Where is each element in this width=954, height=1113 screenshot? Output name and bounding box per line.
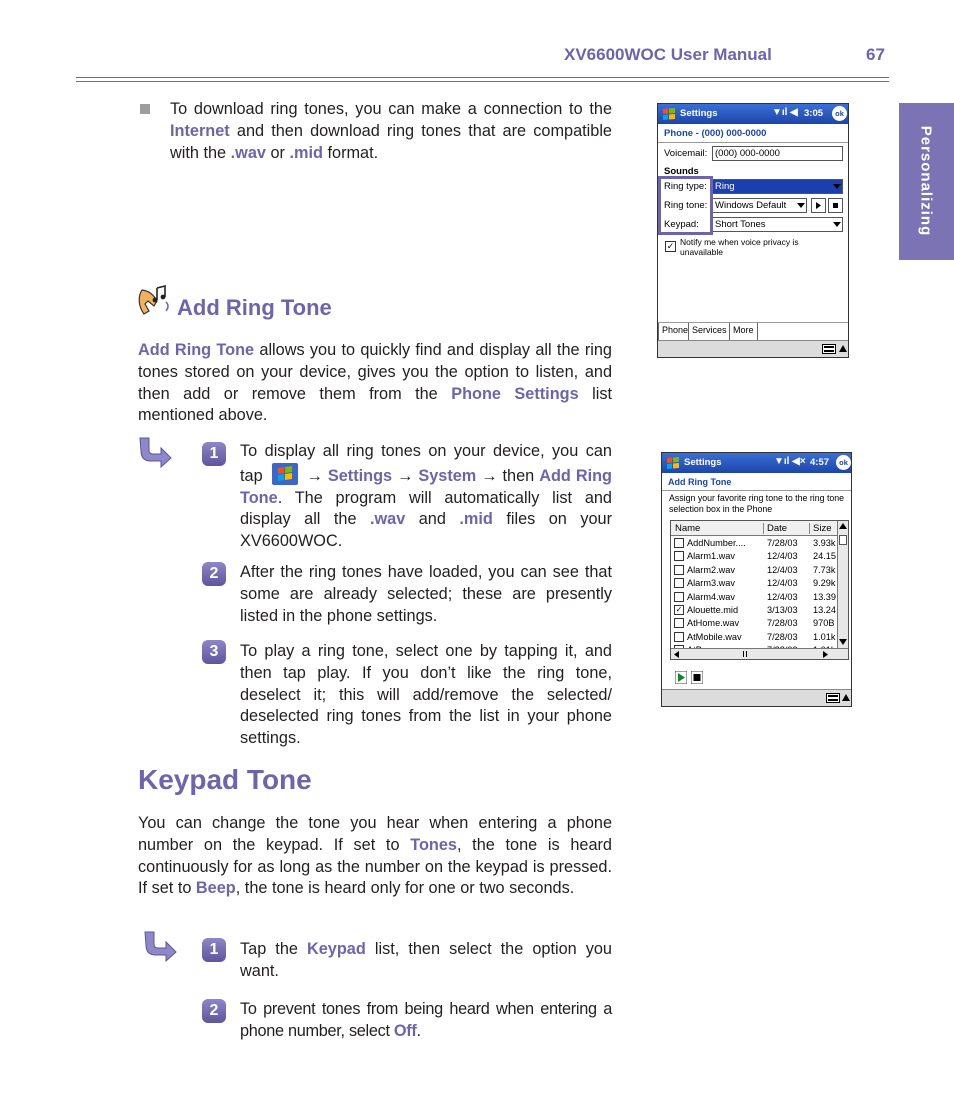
dropdown-arrow-icon [833, 184, 841, 189]
row-checkbox[interactable] [674, 578, 684, 588]
add-ring-tone-screenshot [661, 452, 852, 707]
title-bar [658, 104, 848, 124]
phone-settings-term: Phone Settings [451, 384, 579, 403]
ok-button[interactable]: ok [832, 106, 847, 121]
ring-type-value: Ring [715, 181, 735, 192]
header-rule-top [76, 77, 889, 78]
step-1-text [240, 441, 612, 553]
window-title: Settings [680, 108, 718, 119]
step-3-text: To play a ring tone, select one by tapping it, and then tap play. If you don’t like the ring tone, deselect it; this will add/remove the selected/ deselected ring tones from the list in your phone settings. [240, 642, 612, 748]
arrow-glyph: → [306, 466, 323, 485]
stop-button[interactable] [828, 198, 843, 213]
row-checkbox[interactable]: ✓ [675, 604, 683, 614]
ring-tone-select[interactable] [712, 198, 807, 213]
body-text: allows you to quickly find and display all the ring tones stored on your device, gives you the option to listen, and then add or remove them from the [138, 341, 612, 403]
body-text: . The program will automatically list and display all the [240, 488, 612, 529]
row-name: Alouette.mid [687, 604, 739, 615]
mid-term: .mid [459, 510, 493, 529]
highlight-box [658, 176, 713, 235]
notify-checkbox[interactable]: ✓ [666, 241, 675, 251]
step-number-badge: 1 [202, 442, 226, 466]
beep-term: Beep [195, 879, 236, 898]
row-date: 12/4/03 [767, 551, 798, 562]
mid-term: .mid [289, 143, 323, 162]
keyboard-icon[interactable] [826, 693, 840, 703]
keypad-step-2-text [240, 999, 612, 1043]
scroll-down-icon[interactable] [839, 639, 847, 645]
system-term: System [418, 466, 477, 485]
list-item[interactable] [671, 577, 837, 590]
intro-paragraph [170, 99, 612, 164]
row-size: 1.01k [813, 631, 836, 642]
section-tab-label: Personalizing [917, 125, 935, 237]
keypad-step-1-text [240, 939, 612, 983]
clock: 4:57 [810, 457, 830, 468]
notify-label: Notify me when voice privacy is unavailable [680, 237, 799, 257]
keypad-tone-title: Keypad Tone [138, 764, 312, 795]
tab-phone[interactable]: Phone [658, 323, 692, 341]
body-text: You can change the tone you hear when entering a phone number on the keypad. If set to [138, 814, 612, 854]
start-menu-icon [272, 463, 298, 485]
step-2-text: After the ring tones have loaded, you can see that some are already selected; these are presently listed in the phone settings. [240, 563, 612, 625]
page-description: Assign your favorite ring tone to the ring tone selection box in the Phone [669, 493, 845, 514]
phone-settings-screenshot [657, 103, 849, 358]
page-number: 67 [866, 45, 885, 64]
row-checkbox[interactable] [674, 565, 684, 575]
list-item[interactable] [671, 537, 837, 550]
procedure-arrow-icon [142, 930, 178, 962]
keypad-value: Short Tones [715, 219, 766, 230]
row-name: Alarm1.wav [687, 551, 735, 562]
keypad-label: Keypad: [664, 219, 699, 230]
add-ring-tone-term: Add Ring Tone [240, 466, 612, 507]
page-heading: Add Ring Tone [668, 477, 732, 487]
intro-text: To download ring tones, you can make a connection to the [170, 100, 612, 118]
stop-icon [829, 199, 842, 212]
row-checkbox[interactable] [674, 538, 684, 548]
window-title: Settings [684, 457, 722, 468]
step-number-badge: 2 [202, 999, 226, 1023]
keypad-tone-paragraph [138, 813, 612, 900]
intro-text: or [265, 143, 290, 162]
procedure-arrow-icon [137, 436, 173, 468]
scroll-up-icon[interactable] [839, 523, 847, 529]
ring-tone-label: Ring tone: [664, 200, 708, 211]
row-size: 24.15 [813, 551, 836, 562]
row-date: 12/4/03 [767, 591, 798, 602]
keypad-select[interactable] [712, 217, 843, 232]
add-ring-tone-title: Add Ring Tone [177, 295, 332, 320]
stop-icon[interactable] [691, 671, 703, 684]
row-size: 7.73k [813, 564, 836, 575]
body-text: files on your XV6600WOC. [240, 510, 612, 551]
chevron-up-icon[interactable] [842, 694, 850, 701]
body-text: , the tone is heard continuously for as long as the number on the keypad is pressed. If set to [138, 835, 612, 898]
row-date: 12/4/03 [767, 564, 798, 575]
row-size: 970B [813, 618, 835, 629]
body-text: then [497, 466, 540, 485]
dropdown-arrow-icon [797, 203, 805, 208]
row-date: 7/28/03 [767, 618, 798, 629]
column-header-name[interactable]: Name [675, 523, 701, 534]
step-number-badge: 3 [202, 640, 226, 664]
tab-more[interactable]: More [729, 323, 758, 341]
start-menu-icon[interactable] [666, 456, 680, 470]
row-checkbox[interactable] [674, 551, 684, 561]
divider [662, 490, 851, 491]
row-name: AtMobile.wav [687, 631, 742, 642]
settings-term: Settings [327, 466, 393, 485]
dropdown-arrow-icon [833, 222, 841, 227]
row-checkbox[interactable] [674, 592, 684, 602]
scroll-right-icon[interactable] [823, 651, 828, 658]
body-text: To prevent tones from being heard when entering a phone number, select [240, 1000, 612, 1040]
ok-button[interactable]: ok [836, 455, 851, 470]
signal-icon: ▼ıl [774, 456, 790, 467]
column-header-date[interactable]: Date [763, 523, 787, 534]
bullet-icon [140, 104, 150, 114]
section-tab [899, 103, 954, 260]
menu-bar [658, 340, 848, 357]
wav-term: .wav [369, 510, 406, 529]
body-text: Tap the [240, 940, 307, 958]
ring-type-select[interactable] [712, 179, 843, 194]
ring-tone-value: Windows Default [715, 200, 787, 211]
row-name: Alarm3.wav [687, 578, 735, 589]
row-name: AtHome.wav [687, 618, 740, 629]
wav-term: .wav [230, 143, 266, 162]
title-bar [662, 453, 851, 473]
ring-tone-icon [136, 284, 174, 320]
speaker-muted-icon: ◀× [792, 456, 806, 467]
sounds-heading: Sounds [664, 166, 699, 177]
start-menu-icon[interactable] [662, 107, 676, 121]
manual-title: XV6600WOC User Manual [564, 45, 772, 64]
phone-line-label: Phone - (000) 000-0000 [664, 128, 767, 139]
keyboard-icon[interactable] [822, 344, 836, 354]
body-text: and [405, 510, 460, 529]
row-date: 7/28/03 [767, 538, 798, 548]
play-button[interactable] [811, 198, 826, 213]
list-header [671, 521, 837, 536]
list-item[interactable] [671, 617, 837, 630]
row-name: AddNumber.... [687, 538, 746, 548]
off-term: Off [393, 1021, 417, 1040]
body-text: , the tone is heard only for one or two seconds. [235, 879, 575, 898]
chevron-up-icon[interactable] [839, 345, 847, 352]
add-ring-tone-paragraph [138, 340, 612, 427]
speaker-icon: ◀ [790, 107, 798, 118]
list-rows [671, 537, 837, 658]
scroll-thumb[interactable] [839, 535, 847, 545]
menu-bar [662, 689, 851, 706]
divider [658, 142, 848, 143]
internet-term: Internet [170, 121, 230, 140]
body-text: list, then select the option you want. [240, 940, 612, 980]
row-size: 3.93k [813, 538, 836, 548]
header-rule-bottom [76, 81, 889, 82]
intro-text: format. [322, 143, 379, 162]
row-date: 3/13/03 [767, 604, 798, 615]
grip-icon [743, 651, 749, 657]
voicemail-label: Voicemail: [664, 148, 708, 159]
horizontal-scrollbar[interactable] [671, 648, 849, 659]
body-text: To display all ring tones on your device, you can tap [240, 442, 612, 485]
row-size: 13.24 [813, 604, 836, 615]
voicemail-input[interactable]: (000) 000-0000 [712, 146, 843, 161]
row-checkbox[interactable] [674, 618, 684, 628]
step-number-badge: 2 [202, 562, 226, 586]
arrow-glyph: → [481, 466, 498, 485]
body-text: . [416, 1021, 421, 1040]
step-number-badge: 1 [202, 938, 226, 962]
list-item[interactable] [671, 604, 837, 617]
row-name: Alarm2.wav [687, 564, 735, 575]
list-item[interactable] [671, 591, 837, 604]
row-checkbox[interactable] [674, 632, 684, 642]
tones-term: Tones [410, 835, 457, 854]
row-size: 13.39 [813, 591, 836, 602]
clock: 3:05 [804, 108, 824, 119]
ring-tone-list [670, 520, 849, 660]
arrow-glyph: → [397, 466, 414, 485]
scroll-left-icon[interactable] [674, 651, 679, 658]
add-ring-tone-term: Add Ring Tone [138, 341, 255, 359]
row-date: 12/4/03 [767, 578, 798, 589]
keypad-term: Keypad [306, 940, 366, 958]
body-text: list mentioned above. [138, 384, 612, 425]
ring-type-label: Ring type: [664, 181, 707, 192]
intro-text: and then download ring tones that are compatible with the [170, 121, 612, 162]
list-item[interactable] [671, 564, 837, 577]
signal-icon: ▼ıl [772, 107, 788, 118]
row-size: 9.29k [813, 578, 836, 589]
list-item[interactable] [671, 550, 837, 563]
tab-services[interactable]: Services [688, 323, 731, 341]
play-icon [812, 199, 825, 212]
vertical-scrollbar[interactable] [837, 521, 848, 649]
list-item[interactable] [671, 631, 837, 644]
row-name: Alarm4.wav [687, 591, 735, 602]
column-header-size[interactable]: Size [809, 523, 831, 534]
play-icon[interactable] [675, 671, 687, 684]
row-date: 7/28/03 [767, 631, 798, 642]
